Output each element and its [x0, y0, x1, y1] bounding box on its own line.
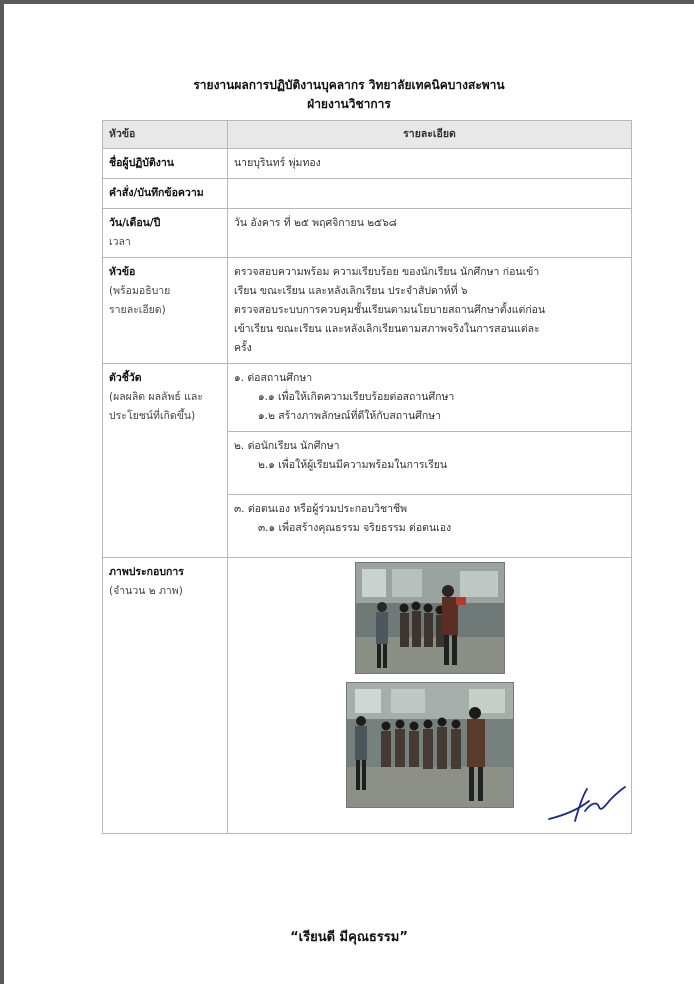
document-page: [4, 4, 694, 984]
school-motto: “เรียนดี มีคุณธรรม”: [290, 930, 408, 945]
indicator-1-2: ๑.๒ สร้างภาพลักษณ์ที่ดีให้กับสถานศึกษา: [258, 410, 442, 422]
report-table: [102, 120, 632, 834]
label-topic: หัวข้อ: [109, 266, 136, 278]
value-order: [228, 179, 632, 209]
document-title: รายงานผลการปฏิบัติงานบุคลากร วิทยาลัยเทคนิคบางสะพาน: [193, 78, 505, 92]
topic-line-5: ครั้ง: [234, 342, 252, 354]
table-row-order: [103, 179, 632, 209]
table-header-row: [103, 121, 632, 149]
indicator-2-heading: ๒. ต่อนักเรียน นักศึกษา: [234, 440, 340, 452]
indicator-group-2: [228, 432, 632, 495]
indicator-2-1: ๒.๑ เพื่อให้ผู้เรียนมีความพร้อมในการเรียน: [258, 459, 448, 471]
activity-photo-1: [355, 562, 505, 674]
activity-photo-1-image: [356, 563, 504, 673]
table-row-topic: [103, 258, 632, 364]
table-row-photos: [103, 558, 632, 834]
document-header: [4, 76, 694, 114]
table-row-indicator-1: [103, 364, 632, 432]
label-photos-count: (จำนวน ๒ ภาพ): [109, 585, 183, 597]
table-row-date: [103, 209, 632, 258]
topic-line-2: เรียน ขณะเรียน และหลังเลิกเรียน ประจำสัปดาห์ที่ ๖: [234, 285, 468, 297]
topic-line-4: เข้าเรียน ขณะเรียน และหลังเลิกเรียนตามสภาพจริงในการสอนแต่ละ: [234, 323, 540, 335]
label-indicator: ตัวชี้วัด: [109, 372, 142, 384]
value-topic-cell: [228, 258, 632, 364]
label-photos-cell: [103, 558, 228, 834]
label-indicator-note-1: (ผลผลิต ผลลัพธ์ และ: [109, 391, 203, 403]
indicator-3-1: ๓.๑ เพื่อสร้างคุณธรรม จริยธรรม ต่อตนเอง: [258, 522, 452, 534]
label-date-cell: [103, 209, 228, 258]
label-topic-note-1: (พร้อมอธิบาย: [109, 285, 171, 297]
label-indicator-note-2: ประโยชน์ที่เกิดขึ้น): [109, 410, 196, 422]
label-performer: ชื่อผู้ปฏิบัติงาน: [103, 149, 228, 179]
activity-photo-2: [346, 682, 514, 808]
label-order: คำสั่ง/บันทึกข้อความ: [103, 179, 228, 209]
table-row-performer: [103, 149, 632, 179]
indicator-1-heading: ๑. ต่อสถานศึกษา: [234, 372, 313, 384]
indicator-group-1: [228, 364, 632, 432]
label-indicator-cell: [103, 364, 228, 558]
topic-line-1: ตรวจสอบความพร้อม ความเรียบร้อย ของนักเรียน นักศึกษา ก่อนเข้า: [234, 266, 540, 278]
label-photos: ภาพประกอบการ: [109, 566, 184, 578]
label-time: เวลา: [109, 236, 131, 248]
label-topic-cell: [103, 258, 228, 364]
indicator-group-3: [228, 495, 632, 558]
indicator-1-1: ๑.๑ เพื่อให้เกิดความเรียบร้อยต่อสถานศึกษา: [258, 391, 455, 403]
label-topic-note-2: รายละเอียด): [109, 304, 166, 316]
signature-image: [545, 781, 629, 827]
value-date: วัน อังคาร ที่ ๒๕ พฤศจิกายน ๒๕๖๘: [228, 209, 632, 258]
indicator-3-heading: ๓. ต่อตนเอง หรือผู้ร่วมประกอบวิชาชีพ: [234, 503, 408, 515]
document-subtitle: ฝ่ายงานวิชาการ: [307, 97, 391, 111]
column-header-topic: หัวข้อ: [103, 121, 228, 149]
label-date: วัน/เดือน/ปี: [109, 217, 161, 229]
activity-photo-2-image: [347, 683, 513, 807]
topic-line-3: ตรวจสอบระบบการควบคุมชั้นเรียนตามนโยบายสถานศึกษาตั้งแต่ก่อน: [234, 304, 546, 316]
photos-cell: [228, 558, 632, 834]
column-header-details: รายละเอียด: [228, 121, 632, 149]
value-performer: นายบุรินทร์ พุ่มทอง: [228, 149, 632, 179]
